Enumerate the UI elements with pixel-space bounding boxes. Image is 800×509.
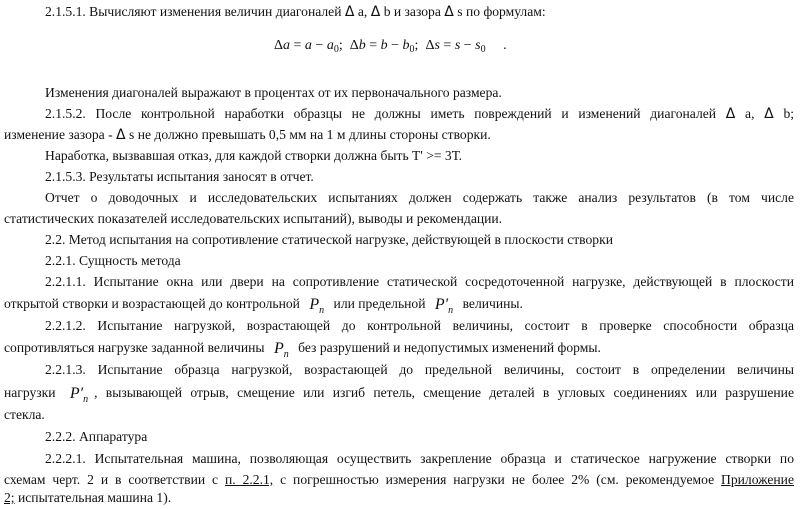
text: a, bbox=[357, 4, 368, 19]
text: сопротивляться нагрузке заданной величины bbox=[4, 340, 265, 355]
text: Изменения диагоналей выражают в процентах от их первоначального размера. bbox=[45, 85, 502, 100]
paragraph-text bbox=[4, 404, 794, 426]
formula-sub: 0 bbox=[333, 44, 339, 55]
text: 2.2.1. Сущность метода bbox=[45, 253, 181, 268]
link-section-2-2-1[interactable]: п. 2.2.1, bbox=[225, 472, 274, 487]
symbol-sub: п bbox=[448, 305, 454, 316]
section-heading-2-2 bbox=[4, 229, 794, 251]
text: схемам черт. 2 и в соответствии с bbox=[4, 472, 219, 487]
text: 2.2.1.2. Испытание нагрузкой, возрастающей до контрольной величины, состоит в проверке способности образца bbox=[45, 318, 794, 333]
delta-symbol: Δ bbox=[349, 38, 359, 53]
delta-symbol: Δ bbox=[725, 106, 736, 122]
text: статистических показателей исследовательских испытаний), выводы и рекомендации. bbox=[4, 211, 503, 226]
text: 2.1.5.1. Вычисляют изменения величин диагоналей bbox=[45, 4, 342, 19]
text: 2.2.2. Аппаратура bbox=[45, 429, 148, 444]
formula-sub: 0 bbox=[409, 44, 415, 55]
symbol-sub: п bbox=[319, 305, 325, 316]
text: b; bbox=[783, 106, 795, 121]
text: величины. bbox=[462, 296, 523, 311]
section-heading-2-2-1 bbox=[4, 250, 794, 272]
paragraph-2-2-1-2 bbox=[4, 315, 794, 337]
formula-var: s bbox=[454, 38, 461, 53]
paragraph-text bbox=[4, 487, 794, 509]
text: Наработка, вызвавшая отказ, для каждой створки должна быть Т' >= 3Т. bbox=[45, 148, 463, 163]
delta-symbol: Δ bbox=[764, 106, 774, 122]
text: без разрушений и недопустимых изменений формы. bbox=[298, 340, 601, 355]
symbol-sub: п bbox=[83, 394, 89, 405]
paragraph-text bbox=[4, 187, 794, 209]
section-heading-2-2-2 bbox=[4, 426, 794, 448]
text: 2.2.1.3. Испытание образца нагрузкой, возрастающей до предельной величины, состоит в определении величины bbox=[45, 362, 794, 377]
text: 2.2.1.1. Испытание окна или двери на сопротивление статической сосредоточенной нагрузке, действующей в плоскости bbox=[45, 274, 794, 289]
text: b и зазора bbox=[383, 4, 441, 19]
text: , вызывающей отрыв, смещение или изгиб петель, смещение деталей в угловых соединениях или разрушение bbox=[94, 385, 794, 400]
formula-var: b bbox=[402, 38, 410, 53]
paragraph-text bbox=[4, 208, 794, 230]
formula-sep: ; bbox=[414, 38, 419, 53]
formula-var: s bbox=[475, 38, 481, 53]
text: изменение зазора - bbox=[4, 127, 113, 142]
symbol-sub: п bbox=[283, 349, 289, 360]
paragraph-2-1-5-2 bbox=[4, 103, 794, 125]
text: s по формулам: bbox=[457, 4, 546, 19]
paragraph-2-2-2-1 bbox=[4, 448, 794, 470]
text: или предельной bbox=[333, 296, 426, 311]
text: с погрешностью измерения нагрузки не более 2% (см. рекомендуемое bbox=[280, 472, 715, 487]
formula-var: a bbox=[304, 38, 312, 53]
text: Отчет о доводочных и исследовательских испытаниях должен содержать также анализ результатов (в том числе bbox=[45, 190, 794, 205]
formula-sub: 0 bbox=[480, 44, 486, 55]
formula-var: a bbox=[326, 38, 334, 53]
paragraph-2-1-5-1 bbox=[4, 1, 794, 23]
text: 2.1.5.2. После контрольной наработки образцы не должны иметь повреждений и изменений диагоналей bbox=[45, 106, 717, 121]
text: 2.2. Метод испытания на сопротивление статической нагрузке, действующей в плоскости створки bbox=[45, 232, 613, 247]
formula-var: b bbox=[358, 38, 366, 53]
text: стекла. bbox=[4, 407, 45, 422]
paragraph-2-2-1-1 bbox=[4, 271, 794, 293]
delta-symbol: Δ bbox=[274, 38, 284, 53]
delta-symbol: Δ bbox=[425, 38, 435, 53]
formula-var: s bbox=[434, 38, 440, 53]
paragraph-text bbox=[4, 145, 794, 167]
symbol-p: P bbox=[309, 296, 320, 313]
formula: $\Delta a = a - a_0$; $\Delta b = b - b_0$; $\Delta s = s - s_0$ . bbox=[274, 38, 507, 55]
paragraph-text bbox=[4, 82, 794, 104]
text: открытой створки и возрастающей до контрольной bbox=[4, 296, 300, 311]
formula-sep: ; bbox=[338, 38, 343, 53]
link-appendix-2-number[interactable]: 2; bbox=[4, 490, 15, 505]
text: испытательная машина 1). bbox=[17, 490, 172, 505]
symbol-p-prime: P′ bbox=[69, 385, 84, 402]
text: нагрузки bbox=[4, 385, 56, 400]
text: 2.1.5.3. Результаты испытания заносят в отчет. bbox=[45, 169, 314, 184]
text: 2.2.2.1. Испытательная машина, позволяющая осуществить закрепление образца и статическое нагружение створки по bbox=[45, 451, 794, 466]
paragraph-2-1-5-3 bbox=[4, 166, 794, 188]
delta-symbol: Δ bbox=[344, 4, 355, 20]
delta-symbol: Δ bbox=[116, 127, 126, 143]
formula-var: a bbox=[283, 38, 291, 53]
formula-var: b bbox=[380, 38, 388, 53]
delta-symbol: Δ bbox=[370, 4, 381, 20]
text: a, bbox=[745, 106, 755, 121]
delta-symbol: Δ bbox=[444, 4, 454, 20]
symbol-p-prime: P′ bbox=[434, 296, 449, 313]
symbol-p: P bbox=[273, 340, 284, 357]
text: s не должно превышать 0,5 мм на 1 м длины стороны створки. bbox=[129, 127, 491, 142]
paragraph-text bbox=[4, 124, 794, 146]
paragraph-2-2-1-3 bbox=[4, 359, 794, 381]
link-appendix-2[interactable]: Приложение bbox=[721, 472, 794, 487]
